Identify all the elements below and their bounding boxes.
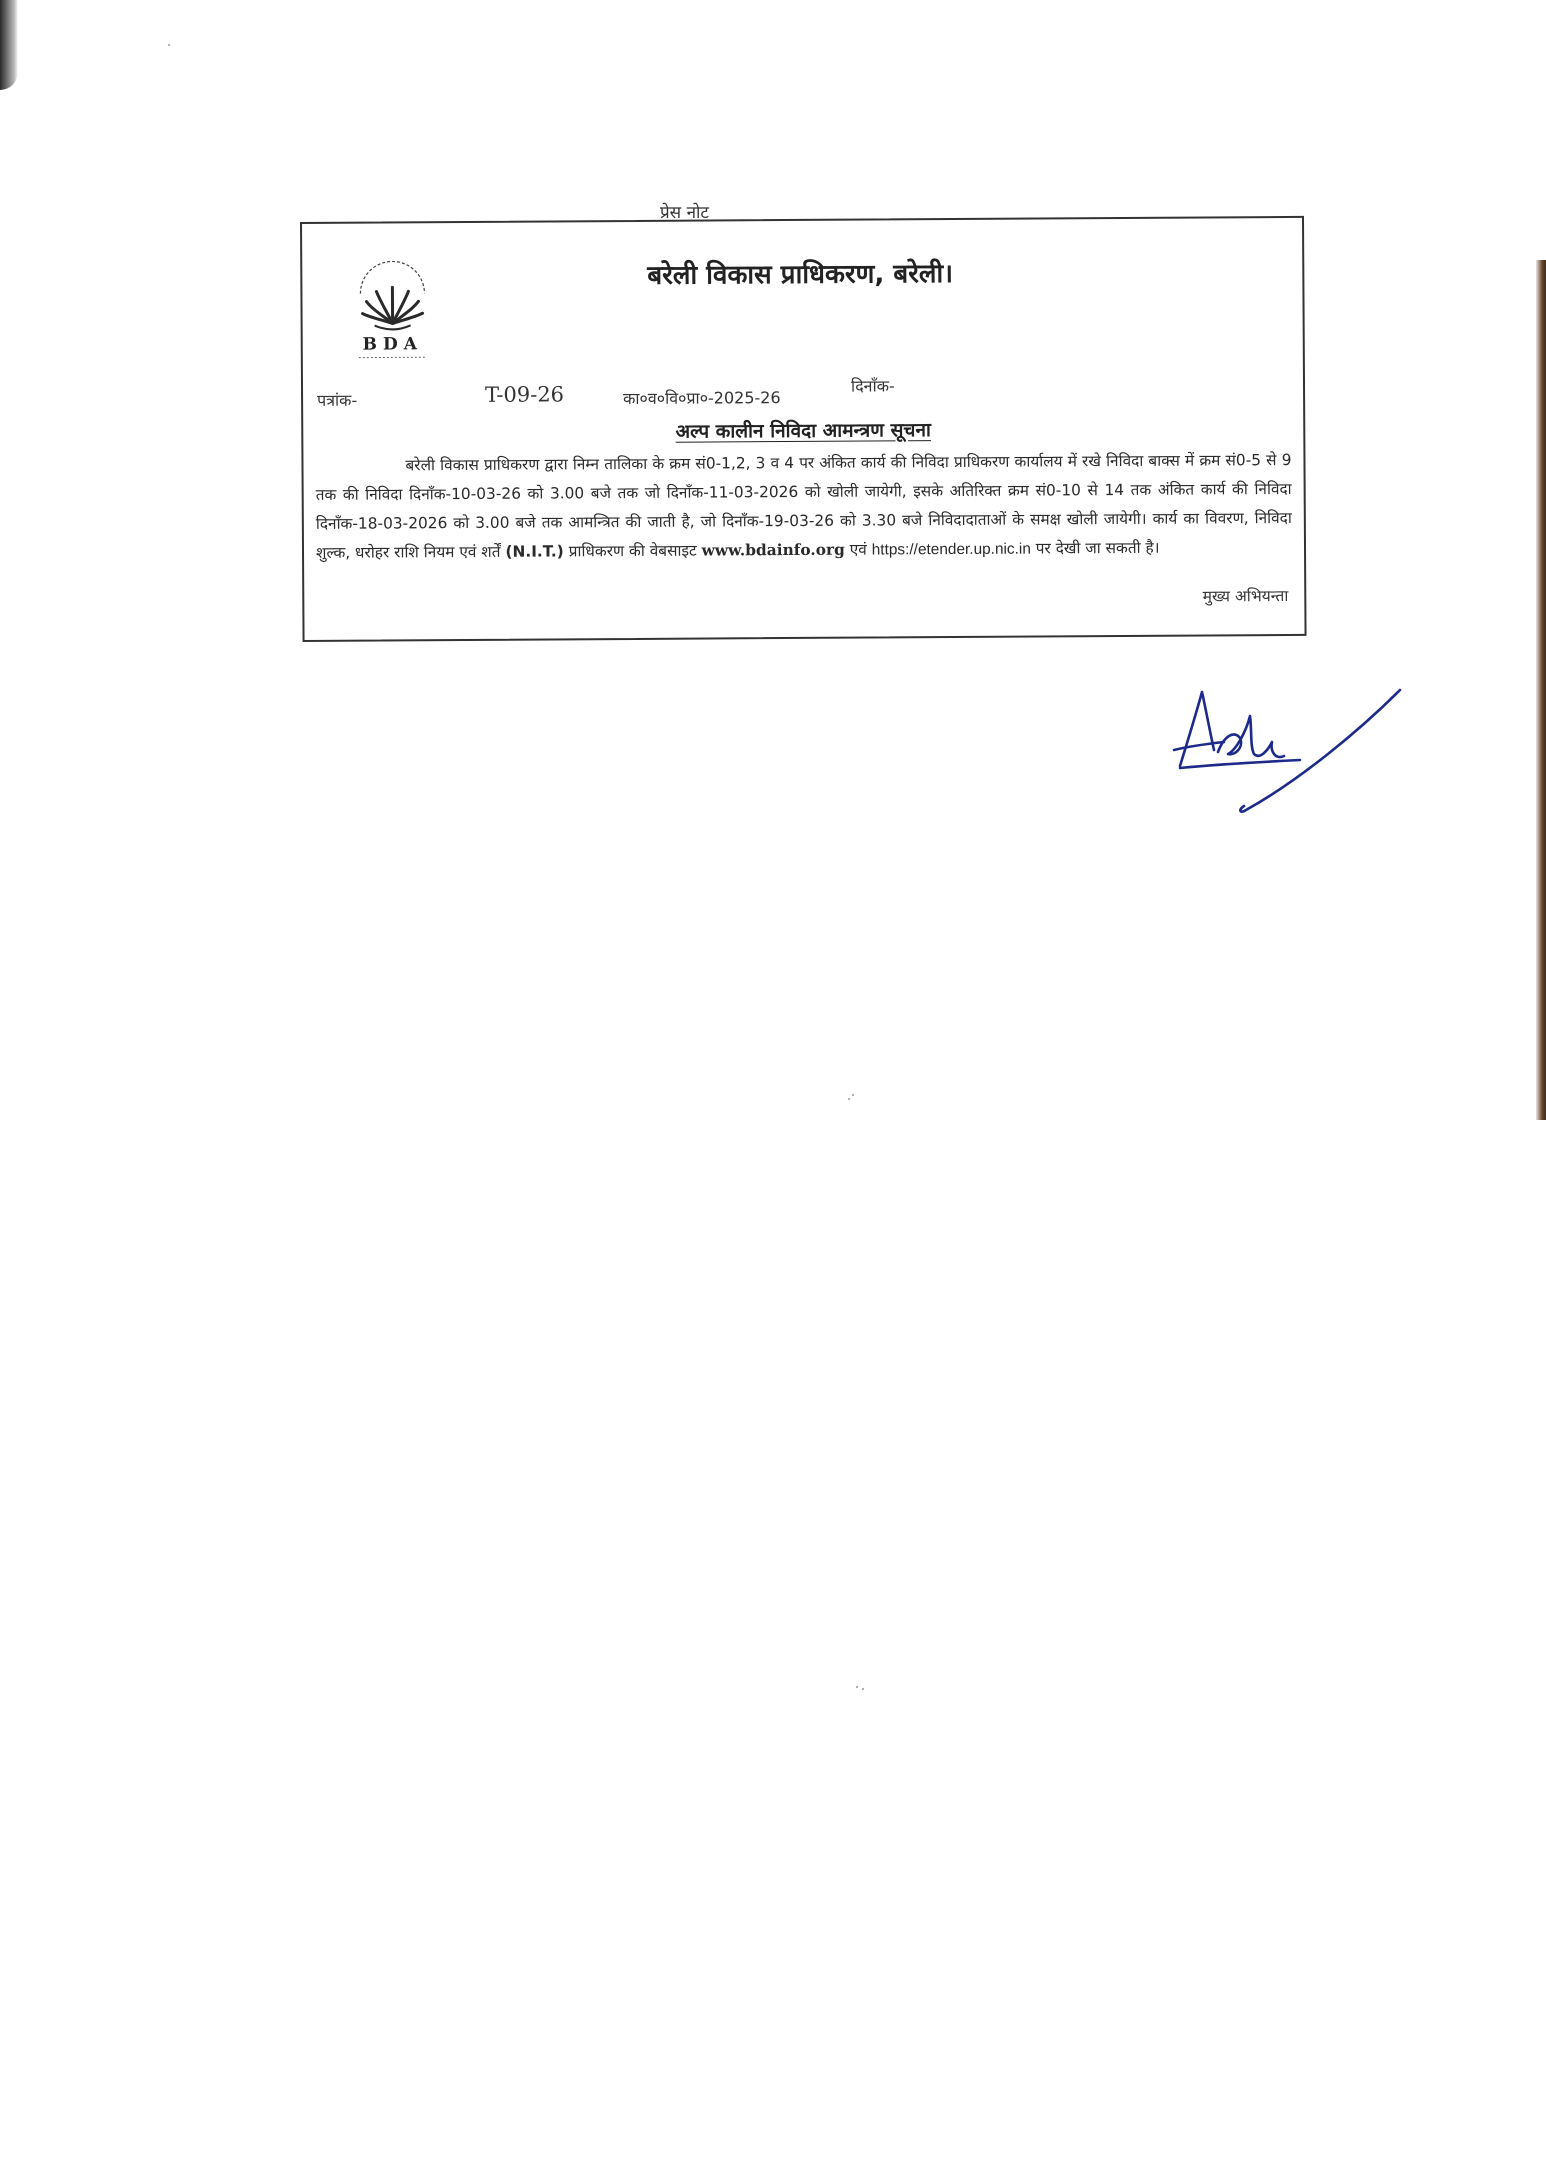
logo-text: BDA <box>362 334 423 355</box>
reference-number: T-09-26 <box>484 382 565 407</box>
body-text-4: पर देखी जा सकती है। <box>1030 538 1160 558</box>
bda-logo-icon <box>346 253 439 362</box>
website-link[interactable]: www.bdainfo.org <box>701 540 845 560</box>
handwritten-signature <box>1160 680 1410 830</box>
office-reference: का०व०वि०प्रा०-2025-26 <box>623 388 781 409</box>
scan-speck <box>856 1686 858 1688</box>
press-note-label: प्रेस नोट <box>660 203 709 223</box>
scan-speck <box>848 1098 850 1100</box>
reference-label: पत्रांक- <box>317 390 358 410</box>
notice-heading-text: अल्प कालीन निविदा आमन्त्रण सूचना <box>675 419 931 443</box>
scan-edge-right <box>1536 260 1546 1120</box>
nit-text: (N.I.T.) <box>505 542 564 561</box>
body-text-2: प्राधिकरण की वेबसाइट <box>563 541 702 561</box>
scan-speck <box>168 44 170 46</box>
signatory-label: मुख्य अभियन्ता <box>1202 586 1289 606</box>
notice-box <box>300 216 1307 642</box>
organization-title: बरेली विकास प्राधिकरण, बरेली। <box>647 259 954 291</box>
scan-speck <box>852 1094 854 1096</box>
etender-link[interactable]: https://etender.up.nic.in <box>871 540 1031 559</box>
scan-edge-left <box>0 0 18 90</box>
body-text-1: बरेली विकास प्राधिकरण द्वारा निम्न तालिका के क्रम सं0-1,2, 3 व 4 पर अंकित कार्य की निविदा प्राधिकरण कार्यालय में रखे निविदा बाक्स में क्रम सं0-5 से 9 तक की निविदा दिनाँक-10-03-26 को 3.00 बजे तक जो दिनाँक-11-03-2026 को खोली जायेगी, इसके अतिरिक्त क्रम सं0-10 से 14 तक अंकित कार्य की निविदा दिनाँक-18-03-2026 को 3.00 बजे तक आमन्त्रित की जाती है, जो दिनाँक-19-03-26 को 3.30 बजे निविदादाताओं के समक्ष खोली जायेगी। कार्य का विवरण, निविदा शुल्क, धरोहर राशि नियम एवं शर्तें <box>315 450 1292 562</box>
date-label: दिनाँक- <box>850 376 895 396</box>
notice-heading <box>303 414 1303 446</box>
body-text-3: एवं <box>844 540 872 559</box>
scan-speck <box>862 1688 864 1690</box>
notice-body <box>315 446 1292 568</box>
